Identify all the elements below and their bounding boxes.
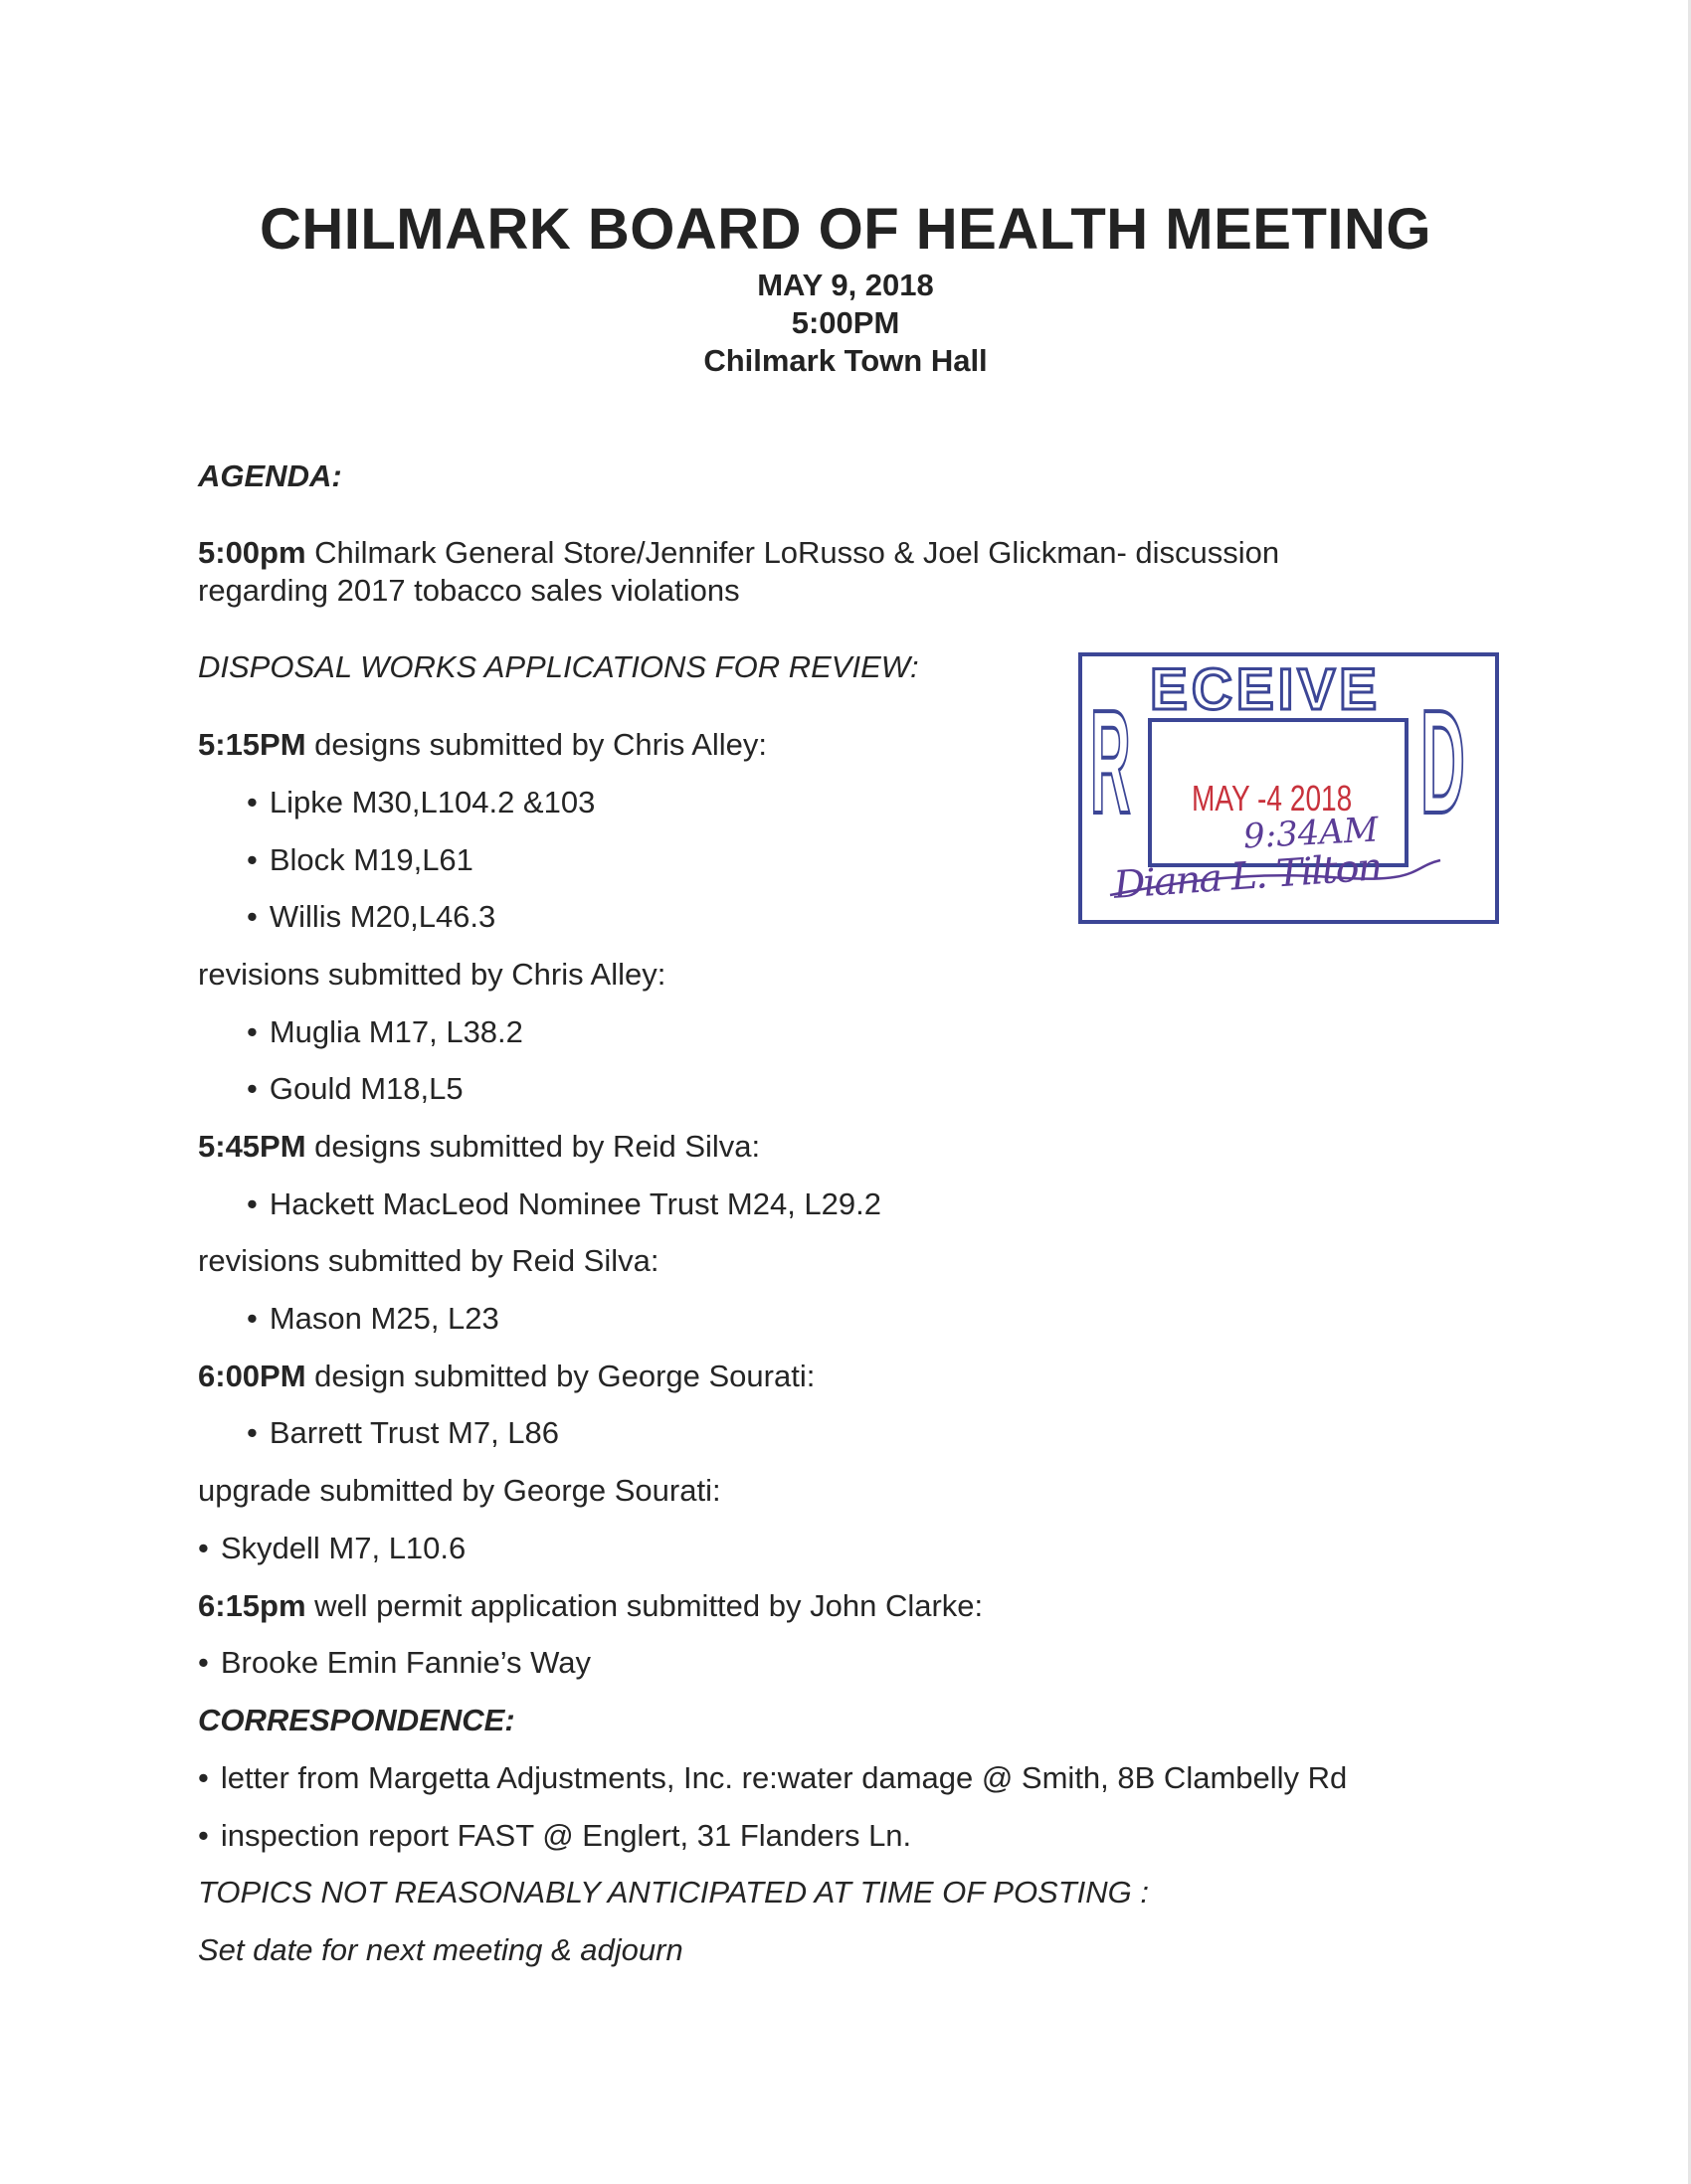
list-item-text: letter from Margetta Adjustments, Inc. re:water damage @ Smith, 8B Clambelly Rd bbox=[220, 1760, 1348, 1795]
agenda-text: designs submitted by Chris Alley: bbox=[305, 727, 768, 762]
agenda-text: well permit application submitted by John Clarke: bbox=[305, 1588, 984, 1623]
agenda-time: 5:45PM bbox=[198, 1129, 306, 1164]
revisions-label: revisions submitted by Reid Silva: bbox=[198, 1243, 659, 1278]
list-item bbox=[247, 899, 495, 935]
page-title: CHILMARK BOARD OF HEALTH MEETING bbox=[259, 197, 1432, 262]
list-item-text: Skydell M7, L10.6 bbox=[220, 1531, 467, 1565]
bullet-icon: • bbox=[198, 1760, 209, 1795]
signature-flourish-icon bbox=[1082, 656, 1495, 920]
list-item-text: Brooke Emin Fannie’s Way bbox=[220, 1645, 592, 1680]
stamp-date: MAY -4 2018 bbox=[1192, 778, 1353, 819]
meeting-time: 5:00PM bbox=[791, 305, 900, 340]
agenda-item-545 bbox=[198, 1129, 760, 1165]
bullet-icon: • bbox=[247, 899, 258, 934]
bullet-icon: • bbox=[198, 1818, 209, 1853]
stamp-signature: Diana L. Tilton bbox=[1112, 844, 1383, 907]
bullet-icon: • bbox=[247, 785, 258, 819]
topics-heading: TOPICS NOT REASONABLY ANTICIPATED AT TIME OF POSTING : bbox=[198, 1875, 1150, 1910]
list-item-text: Lipke M30,L104.2 &103 bbox=[269, 785, 596, 819]
bullet-icon: • bbox=[198, 1531, 209, 1565]
list-item bbox=[247, 842, 473, 878]
list-item bbox=[198, 1818, 911, 1854]
disposal-heading: DISPOSAL WORKS APPLICATIONS FOR REVIEW: bbox=[198, 649, 919, 684]
bullet-icon: • bbox=[247, 1014, 258, 1049]
list-item bbox=[247, 1301, 499, 1337]
agenda-text: Chilmark General Store/Jennifer LoRusso & Joel Glickman- discussion bbox=[305, 535, 1280, 570]
list-item-text: Gould M18,L5 bbox=[269, 1071, 464, 1106]
stamp-time-handwritten: 9:34AM bbox=[1242, 810, 1380, 857]
list-item bbox=[247, 1415, 559, 1451]
agenda-heading: AGENDA: bbox=[198, 458, 342, 493]
closing-item: Set date for next meeting & adjourn bbox=[198, 1932, 683, 1967]
bullet-icon: • bbox=[198, 1645, 209, 1680]
received-stamp bbox=[1078, 652, 1499, 924]
agenda-text: design submitted by George Sourati: bbox=[305, 1359, 816, 1393]
list-item-text: Barrett Trust M7, L86 bbox=[269, 1415, 560, 1450]
list-item-text: Hackett MacLeod Nominee Trust M24, L29.2 bbox=[269, 1186, 882, 1221]
list-item bbox=[198, 1531, 466, 1566]
bullet-icon: • bbox=[247, 1071, 258, 1106]
list-item-text: Willis M20,L46.3 bbox=[269, 899, 496, 934]
stamp-letters-top: ECEIVE bbox=[1150, 657, 1382, 722]
agenda-time: 6:00PM bbox=[198, 1359, 306, 1393]
agenda-time: 5:00pm bbox=[198, 535, 306, 570]
bullet-icon: • bbox=[247, 842, 258, 877]
list-item bbox=[247, 1014, 523, 1050]
upgrade-label: upgrade submitted by George Sourati: bbox=[198, 1473, 721, 1508]
revisions-label: revisions submitted by Chris Alley: bbox=[198, 957, 666, 992]
meeting-location: Chilmark Town Hall bbox=[703, 343, 988, 378]
bullet-icon: • bbox=[247, 1301, 258, 1336]
stamp-letter-d: D bbox=[1420, 680, 1465, 844]
list-item-text: Block M19,L61 bbox=[269, 842, 473, 877]
list-item-text: inspection report FAST @ Englert, 31 Flanders Ln. bbox=[220, 1818, 912, 1853]
bullet-icon: • bbox=[247, 1186, 258, 1221]
list-item bbox=[247, 1186, 881, 1222]
correspondence-heading: CORRESPONDENCE: bbox=[198, 1703, 515, 1737]
list-item-text: Mason M25, L23 bbox=[269, 1301, 499, 1336]
agenda-time: 6:15pm bbox=[198, 1588, 306, 1623]
agenda-item-615 bbox=[198, 1588, 983, 1624]
agenda-item-500 bbox=[198, 535, 1279, 571]
agenda-item-500-continued: regarding 2017 tobacco sales violations bbox=[198, 573, 740, 608]
bullet-icon: • bbox=[247, 1415, 258, 1450]
list-item bbox=[247, 785, 595, 820]
meeting-date: MAY 9, 2018 bbox=[757, 268, 934, 302]
list-item-text: Muglia M17, L38.2 bbox=[269, 1014, 523, 1049]
list-item bbox=[198, 1645, 591, 1681]
stamp-letter-r: R bbox=[1090, 680, 1131, 844]
agenda-time: 5:15PM bbox=[198, 727, 306, 762]
agenda-text: designs submitted by Reid Silva: bbox=[305, 1129, 761, 1164]
agenda-item-600 bbox=[198, 1359, 815, 1394]
list-item bbox=[247, 1071, 464, 1107]
agenda-item-515 bbox=[198, 727, 767, 763]
list-item bbox=[198, 1760, 1347, 1796]
